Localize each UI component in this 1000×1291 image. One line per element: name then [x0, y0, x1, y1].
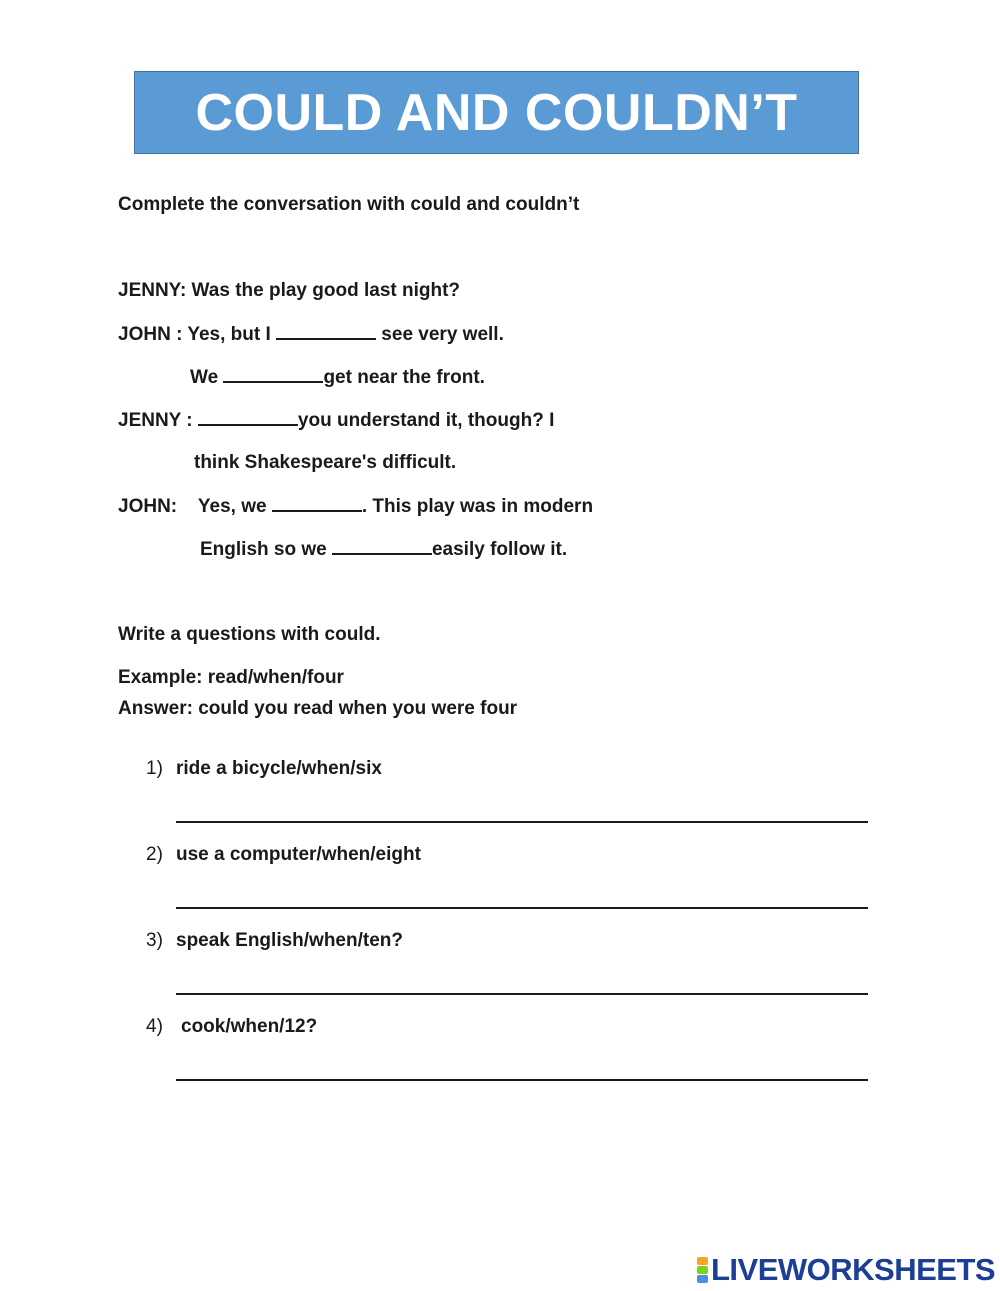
dialogue-line-7: English so we easily follow it. [200, 539, 568, 560]
answer-blank-5[interactable] [332, 537, 432, 555]
question-number-3: 3) [146, 930, 163, 951]
question-2: use a computer/when/eight [176, 844, 421, 865]
question-1: ride a bicycle/when/six [176, 758, 382, 779]
dialogue-line-4: JENNY : you understand it, though? I [118, 410, 555, 431]
title-banner [134, 71, 859, 154]
answer-line-4[interactable] [176, 1079, 868, 1081]
instruction-1: Complete the conversation with could and couldn’t [118, 194, 580, 215]
liveworksheets-logo [697, 1253, 995, 1287]
logo-tiles-icon [697, 1257, 708, 1283]
instruction-2: Write a questions with could. [118, 624, 381, 645]
answer-blank-4[interactable] [272, 494, 362, 512]
question-number-4: 4) [146, 1016, 163, 1037]
answer-line-3[interactable] [176, 993, 868, 995]
example-line: Example: read/when/four [118, 667, 344, 688]
question-number-1: 1) [146, 758, 163, 779]
answer-blank-2[interactable] [223, 365, 323, 383]
logo-tile-1 [697, 1257, 708, 1265]
example-answer-line: Answer: could you read when you were four [118, 698, 518, 719]
logo-text: LIVEWORKSHEETS [711, 1252, 996, 1287]
dialogue-line-1: JENNY: Was the play good last night? [118, 280, 461, 301]
answer-blank-3[interactable] [198, 408, 298, 426]
logo-tile-3 [697, 1275, 708, 1283]
worksheet-title: COULD AND COULDN’T [195, 83, 798, 142]
question-4: cook/when/12? [181, 1016, 318, 1037]
dialogue-line-2: JOHN : Yes, but I see very well. [118, 324, 504, 345]
answer-line-2[interactable] [176, 907, 868, 909]
answer-blank-1[interactable] [276, 322, 376, 340]
question-number-2: 2) [146, 844, 163, 865]
logo-tile-2 [697, 1266, 708, 1274]
dialogue-line-5: think Shakespeare's difficult. [194, 452, 457, 473]
answer-line-1[interactable] [176, 821, 868, 823]
dialogue-line-3: We get near the front. [190, 367, 485, 388]
question-3: speak English/when/ten? [176, 930, 403, 951]
dialogue-line-6: JOHN: Yes, we . This play was in modern [118, 496, 594, 517]
